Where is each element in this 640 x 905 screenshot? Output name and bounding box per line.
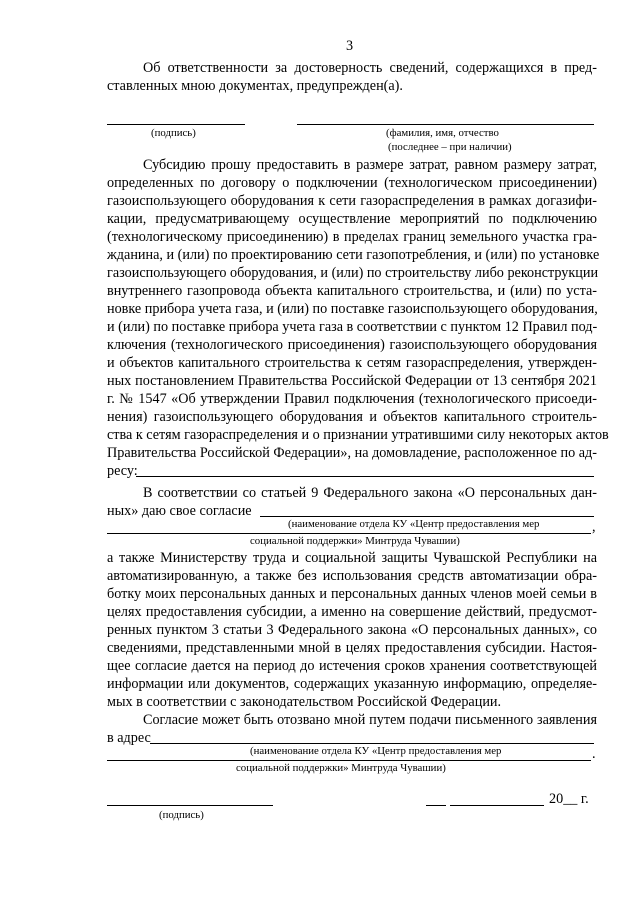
subsidy-line-5: (технологическому присоединению) в пределах границ земельного участка гра-: [107, 229, 597, 245]
consent-body-line-7: щее согласие дается на период до истечения сроков хранения соответствующей: [107, 658, 597, 674]
revocation-line-1: Согласие может быть отозвано мной путем подачи письменного заявления: [143, 712, 597, 728]
subsidy-line-12: и объектов капитального строительства к сетям газораспределения, утвержден-: [107, 355, 597, 371]
subsidy-line-14: г. № 1547 «Об утверждении Правил подключения (технологического присоеди-: [107, 391, 597, 407]
subsidy-line-11: ключения (технологического присоединения) газоиспользующего оборудования: [107, 337, 597, 353]
date-month-line: [450, 805, 544, 806]
department-line-2b: [107, 760, 591, 761]
subsidy-line-4: кации, предусматривающему осуществление мероприятий по подключению: [107, 211, 597, 227]
department-caption-2a: (наименование отдела КУ «Центр предоставления мер: [250, 745, 502, 757]
consent-line-1: В соответствии со статьей 9 Федерального закона «О персональных дан-: [143, 485, 597, 501]
period: .: [592, 746, 596, 762]
page-number: 3: [346, 38, 354, 54]
name-caption-1: (фамилия, имя, отчество: [386, 127, 499, 139]
department-line-1a: [260, 516, 594, 517]
department-line-2a: [150, 743, 594, 744]
signature-caption-1: (подпись): [151, 127, 196, 139]
department-caption-1b: социальной поддержки» Минтруда Чувашии): [250, 535, 460, 547]
department-line-1b: [107, 533, 591, 534]
name-caption-2: (последнее – при наличии): [388, 141, 512, 153]
subsidy-line-7: газоиспользующего оборудования, и (или) по строительству либо реконструкции: [107, 265, 599, 281]
subsidy-line-8: внутреннего газопровода объекта капитального строительства, и (или) по уста-: [107, 283, 597, 299]
subsidy-line-17: Правительства Российской Федерации», на домовладение, расположенное по ад-: [107, 445, 597, 461]
consent-body-last-line: мых в соответствии с законодательством Российской Федерации.: [107, 694, 502, 710]
comma: ,: [592, 519, 596, 535]
address-line: [136, 476, 594, 477]
signature-line-2: [107, 805, 273, 806]
date-day-line: [426, 805, 446, 806]
subsidy-line-10: и (или) по поставке прибора учета газа в соответствии с пунктом 12 Правил под-: [107, 319, 598, 335]
department-caption-1a: (наименование отдела КУ «Центр предоставления мер: [288, 518, 540, 530]
responsibility-line-2: ставленных мною документах, предупрежден(а).: [107, 78, 403, 94]
subsidy-line-1: Субсидию прошу предоставить в размере затрат, равном размеру затрат,: [143, 157, 597, 173]
responsibility-line-1: Об ответственности за достоверность сведений, содержащихся в пред-: [143, 60, 597, 76]
signature-caption-2: (подпись): [159, 809, 204, 821]
subsidy-line-16: ства к сетям газораспределения и о признании утратившими силу некоторых актов: [107, 427, 609, 443]
subsidy-line-15: нения) газоиспользующего оборудования и объектов капитального строитель-: [107, 409, 597, 425]
subsidy-line-9: новке прибора учета газа, и (или) по поставке газоиспользующего оборудования,: [107, 301, 598, 317]
consent-line-2: ных» даю свое согласие: [107, 503, 252, 519]
signature-line-1: [107, 124, 245, 125]
consent-body-line-8: информации или документов, содержащих указанную информацию, определяе-: [107, 676, 597, 692]
subsidy-line-13: ных постановлением Правительства Российской Федерации от 13 сентября 2021: [107, 373, 597, 389]
department-caption-2b: социальной поддержки» Минтруда Чувашии): [236, 762, 446, 774]
consent-body-line-4: целях предоставления субсидии, а именно на совершение действий, предусмот-: [107, 604, 597, 620]
consent-body-line-5: ренных пунктом 3 статьи 3 Федерального закона «О персональных данных», со: [107, 622, 597, 638]
address-label: ресу:: [107, 463, 138, 479]
subsidy-line-2: определенных по договору о подключении (технологическом присоединении): [107, 175, 597, 191]
revocation-address-label: в адрес: [107, 730, 151, 746]
consent-body-line-3: ботку моих персональных данных и персональных данных членов моей семьи в: [107, 586, 597, 602]
consent-body-line-1: а также Министерству труда и социальной защиты Чувашской Республики на: [107, 550, 597, 566]
subsidy-line-6: жданина, и (или) по проектированию сети газопотребления, и (или) по установке: [107, 247, 600, 263]
date-year: 20__ г.: [549, 791, 589, 807]
consent-body-line-2: автоматизированную, а также без использования средств автоматизации обра-: [107, 568, 597, 584]
subsidy-line-3: газоиспользующего оборудования к сети газораспределения в рамках догазифи-: [107, 193, 597, 209]
name-line-1: [297, 124, 594, 125]
consent-body-line-6: сведениями, представленными мной в целях предоставления субсидии. Настоя-: [107, 640, 597, 656]
